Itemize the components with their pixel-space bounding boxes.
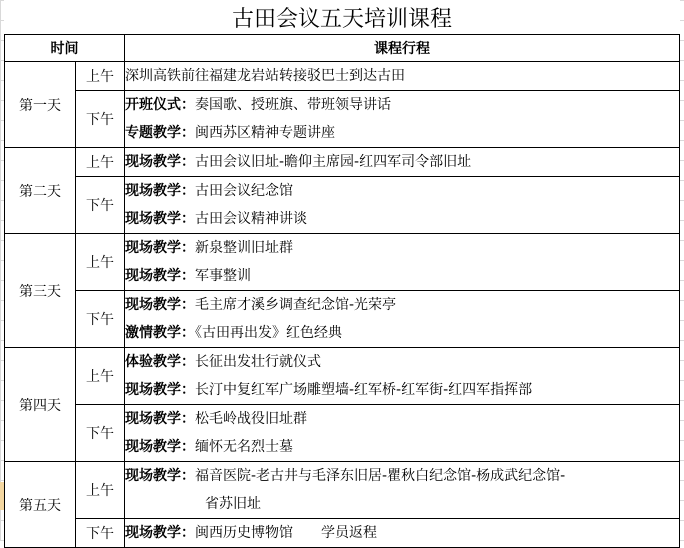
activity-type-label: 现场教学： xyxy=(125,154,195,170)
activity-type-label: 现场教学： xyxy=(125,468,195,484)
activity-text: 奏国歌、授班旗、带班领导讲话 xyxy=(195,97,391,113)
activity-type-label: 专题教学： xyxy=(125,125,195,141)
activity-text: 毛主席才溪乡调查纪念馆-光荣亭 xyxy=(195,297,397,313)
activity-type-label: 现场教学： xyxy=(125,268,195,284)
activity-item xyxy=(125,490,679,518)
activity-item xyxy=(125,291,679,319)
activity-text: 闽西苏区精神专题讲座 xyxy=(195,125,335,141)
activity-text: 闽西历史博物馆 学员返程 xyxy=(195,525,377,541)
activity-text: 深圳高铁前往福建龙岩站转接驳巴士到达古田 xyxy=(125,68,405,84)
period-label: 上午 xyxy=(76,348,125,405)
period-label: 下午 xyxy=(76,291,125,348)
session-row xyxy=(5,91,680,148)
period-label: 下午 xyxy=(76,177,125,234)
activity-item xyxy=(125,119,679,147)
session-content xyxy=(125,405,680,462)
session-content xyxy=(125,91,680,148)
period-label: 下午 xyxy=(76,405,125,462)
activity-type-label: 现场教学： xyxy=(125,211,195,227)
day-label: 第四天 xyxy=(5,348,76,462)
session-content xyxy=(125,291,680,348)
activity-type-label: 开班仪式： xyxy=(125,97,195,113)
session-row xyxy=(5,177,680,234)
activity-text: 古田会议旧址-瞻仰主席园-红四军司令部旧址 xyxy=(195,154,472,170)
activity-item xyxy=(125,433,679,461)
activity-item xyxy=(125,262,679,290)
session-content xyxy=(125,62,680,91)
session-row xyxy=(5,348,680,405)
session-content xyxy=(125,462,680,519)
session-content xyxy=(125,348,680,405)
schedule-table xyxy=(4,34,680,548)
day-label: 第五天 xyxy=(5,462,76,548)
session-content xyxy=(125,177,680,234)
activity-type-label: 现场教学： xyxy=(125,382,195,398)
page-title: 古田会议五天培训课程 xyxy=(4,0,680,34)
header-row xyxy=(5,35,680,62)
activity-item xyxy=(125,148,679,176)
activity-item xyxy=(125,462,679,490)
session-row xyxy=(5,519,680,548)
activity-text: 松毛岭战役旧址群 xyxy=(195,411,307,427)
period-label: 下午 xyxy=(76,519,125,548)
activity-item xyxy=(125,177,679,205)
activity-item xyxy=(125,376,679,404)
activity-type-label: 现场教学： xyxy=(125,439,195,455)
activity-text: 古田会议纪念馆 xyxy=(195,183,293,199)
period-label: 上午 xyxy=(76,148,125,177)
period-label: 下午 xyxy=(76,91,125,148)
activity-item xyxy=(125,319,679,347)
activity-text: 古田会议精神讲谈 xyxy=(195,211,307,227)
session-row xyxy=(5,62,680,91)
session-content xyxy=(125,234,680,291)
activity-type-label: 现场教学： xyxy=(125,240,195,256)
activity-text: 军事整训 xyxy=(195,268,251,284)
activity-text: 长征出发壮行就仪式 xyxy=(195,354,321,370)
activity-type-label: 体验教学： xyxy=(125,354,195,370)
header-schedule: 课程行程 xyxy=(125,35,680,62)
session-row xyxy=(5,462,680,519)
period-label: 上午 xyxy=(76,234,125,291)
header-time: 时间 xyxy=(5,35,125,62)
activity-text: 缅怀无名烈士墓 xyxy=(195,439,293,455)
activity-text: 《古田再出发》红色经典 xyxy=(195,325,342,341)
activity-type-label: 现场教学： xyxy=(125,183,195,199)
activity-item xyxy=(125,62,679,90)
activity-type-label: 现场教学： xyxy=(125,297,195,313)
activity-item xyxy=(125,405,679,433)
activity-item xyxy=(125,348,679,376)
day-label: 第三天 xyxy=(5,234,76,348)
session-row xyxy=(5,234,680,291)
period-label: 上午 xyxy=(76,462,125,519)
activity-item xyxy=(125,519,679,547)
activity-text: 福音医院-老古井与毛泽东旧居-瞿秋白纪念馆-杨成武纪念馆- xyxy=(195,468,566,484)
session-content xyxy=(125,519,680,548)
day-label: 第二天 xyxy=(5,148,76,234)
day-label: 第一天 xyxy=(5,62,76,148)
activity-type-label: 激情教学： xyxy=(125,325,195,341)
activity-item xyxy=(125,91,679,119)
session-content xyxy=(125,148,680,177)
activity-item xyxy=(125,234,679,262)
session-row xyxy=(5,405,680,462)
session-row xyxy=(5,291,680,348)
activity-type-label: 现场教学： xyxy=(125,411,195,427)
activity-text: 长汀中复红军广场雕塑墙-红军桥-红军街-红四军指挥部 xyxy=(195,382,533,398)
activity-item xyxy=(125,205,679,233)
period-label: 上午 xyxy=(76,62,125,91)
session-row xyxy=(5,148,680,177)
schedule-body xyxy=(5,62,680,548)
activity-text: 新泉整训旧址群 xyxy=(195,240,293,256)
activity-type-label: 现场教学： xyxy=(125,525,195,541)
activity-text: 省苏旧址 xyxy=(205,496,261,512)
